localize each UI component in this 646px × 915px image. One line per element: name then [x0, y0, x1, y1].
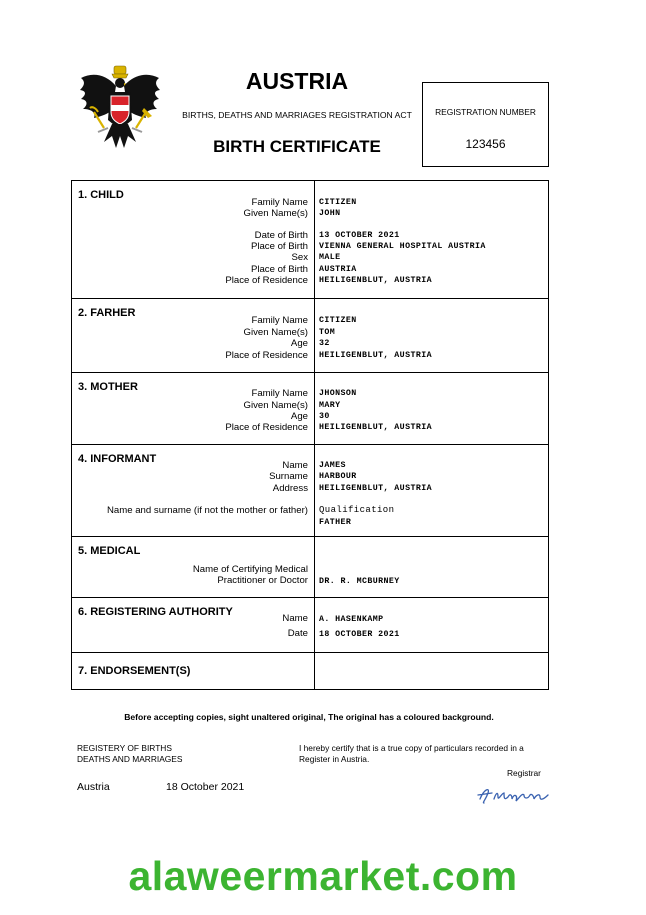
field-label: Address: [272, 483, 308, 494]
field-label: Name of Certifying Medical: [192, 564, 308, 575]
field-label: Place of Residence: [225, 350, 308, 361]
section-mother: [72, 372, 548, 445]
mother-residence: HEILIGENBLUT, AUSTRIA: [319, 423, 432, 432]
section-registering-authority: [72, 597, 548, 653]
footer-place: Austria: [77, 781, 110, 793]
field-label: Date of Birth: [254, 230, 308, 241]
field-label: Date: [287, 628, 308, 639]
section-father: [72, 298, 548, 373]
field-label: Family Name: [251, 388, 308, 399]
father-residence: HEILIGENBLUT, AUSTRIA: [319, 351, 432, 360]
certificate-table: [71, 180, 549, 690]
registry-line-2: DEATHS AND MARRIAGES: [77, 754, 183, 764]
document-title: BIRTH CERTIFICATE: [213, 137, 381, 156]
act-subtitle: BIRTHS, DEATHS AND MARRIAGES REGISTRATION ACT: [182, 110, 412, 120]
field-label: Sex: [291, 252, 308, 263]
child-date-of-birth: 13 OCTOBER 2021: [319, 231, 400, 240]
child-residence: HEILIGENBLUT, AUSTRIA: [319, 276, 432, 285]
field-label: Practitioner or Doctor: [217, 575, 308, 586]
section-child: [72, 181, 548, 298]
country-title: AUSTRIA: [245, 68, 349, 94]
informant-address: HEILIGENBLUT, AUSTRIA: [319, 484, 432, 493]
informant-qualification: FATHER: [319, 518, 352, 527]
field-label: Place of Residence: [225, 275, 308, 286]
field-label: Given Name(s): [243, 208, 308, 219]
child-given-names: JOHN: [319, 209, 341, 218]
field-label: Age: [290, 411, 308, 422]
field-label: Family Name: [251, 315, 308, 326]
child-place-of-birth: VIENNA GENERAL HOSPITAL AUSTRIA: [319, 242, 486, 251]
certify-line-1: I hereby certify that is a true copy of particulars recorded in a: [299, 743, 524, 753]
mother-family-name: JHONSON: [319, 389, 357, 398]
mother-age: 30: [319, 412, 330, 421]
section-title: 7. ENDORSEMENT(S): [78, 665, 191, 677]
father-family-name: CITIZEN: [319, 316, 357, 325]
field-label: Given Name(s): [243, 400, 308, 411]
section-informant: [72, 444, 548, 537]
medical-certifier: DR. R. MCBURNEY: [319, 577, 400, 586]
section-title: 2. FARHER: [78, 307, 136, 319]
qualification-label: Qualification: [319, 505, 395, 515]
registration-number: 123456: [465, 137, 506, 151]
informant-surname: HARBOUR: [319, 472, 357, 481]
child-place-of-birth-country: AUSTRIA: [319, 265, 357, 274]
field-label: Age: [290, 338, 308, 349]
section-title: 1. CHILD: [78, 189, 124, 201]
father-age: 32: [319, 339, 330, 348]
section-endorsements: [72, 652, 548, 690]
registration-box: [422, 82, 549, 167]
section-medical: [72, 536, 548, 598]
original-notice: Before accepting copies, sight unaltered original, The original has a coloured background.: [124, 712, 494, 722]
child-family-name: CITIZEN: [319, 198, 357, 207]
field-label: Name: [282, 460, 308, 471]
section-title: 4. INFORMANT: [78, 453, 157, 465]
coat-of-arms-emblem: [78, 64, 162, 154]
field-label: Family Name: [251, 197, 308, 208]
field-label: Surname: [269, 471, 308, 482]
mother-given-names: MARY: [319, 401, 341, 410]
registry-line-1: REGISTERY OF BIRTHS: [77, 743, 172, 753]
section-title: 6. REGISTERING AUTHORITY: [78, 606, 233, 618]
registrar-signature: [474, 783, 552, 807]
field-label: Name: [282, 613, 308, 624]
field-label: Place of Residence: [225, 422, 308, 433]
field-label: Given Name(s): [243, 327, 308, 338]
authority-name: A. HASENKAMP: [319, 615, 384, 624]
footer-date: 18 October 2021: [166, 781, 245, 793]
registration-label: REGISTRATION NUMBER: [435, 107, 536, 117]
authority-date: 18 OCTOBER 2021: [319, 630, 400, 639]
certify-line-2: Register in Austria.: [299, 754, 370, 764]
child-sex: MALE: [319, 253, 341, 262]
field-label: Place of Birth: [250, 241, 308, 252]
field-label: Name and surname (if not the mother or father): [106, 505, 308, 516]
section-title: 3. MOTHER: [78, 381, 138, 393]
father-given-names: TOM: [319, 328, 336, 337]
registrar-label: Registrar: [507, 768, 541, 778]
section-title: 5. MEDICAL: [78, 545, 141, 557]
field-label: Place of Birth: [250, 264, 308, 275]
watermark-text: alaweermarket.com: [128, 853, 518, 899]
informant-name: JAMES: [319, 461, 346, 470]
